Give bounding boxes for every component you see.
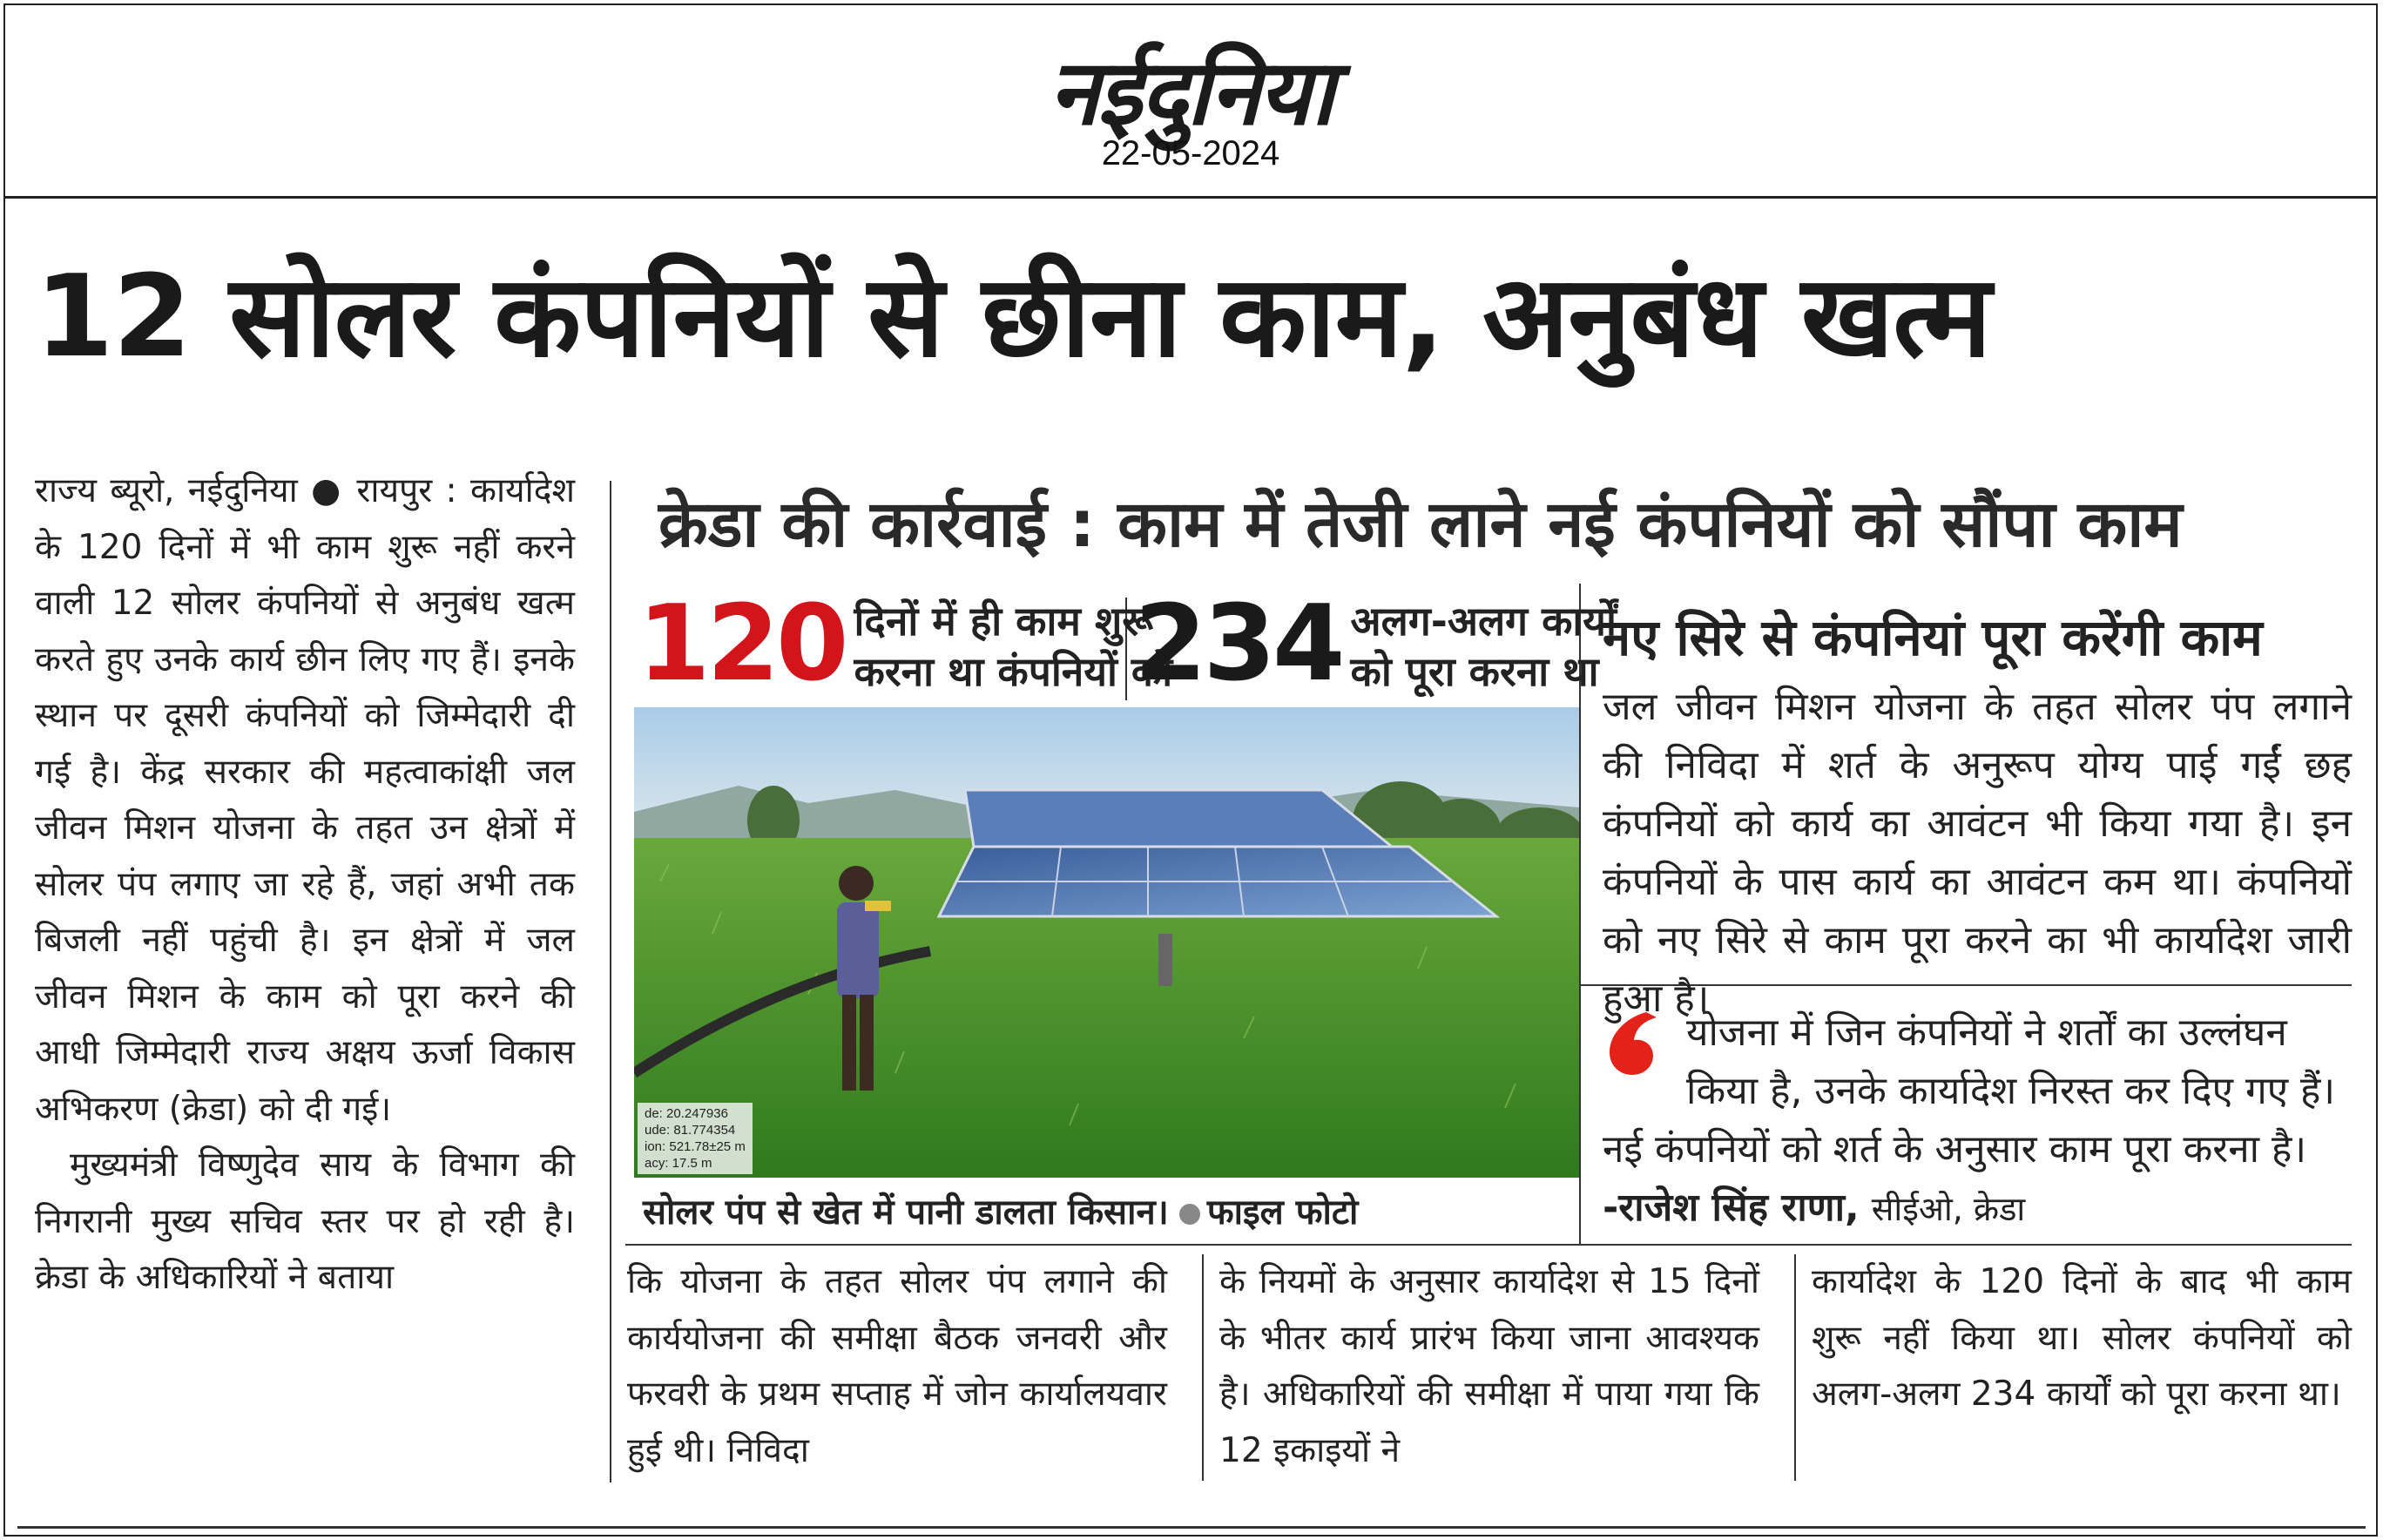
photo-illustration [634,707,1579,1178]
masthead [3,3,2378,199]
box-title: क्रेडा की कार्रवाई : काम में तेजी लाने नई कंपनियों को सौंपा काम [658,487,2183,562]
gps-stamp [638,1103,753,1174]
gps-line: ion: 521.78±25 m [645,1139,746,1154]
side-text: जल जीवन मिशन योजना के तहत सोलर पंप लगाने की निविदा में शर्त के अनुरूप योग्य पाई गईं छह कंपनियों को कार्य का आवंटन भी किया गया है। इन कंपनियों के पास कार्य का आवंटन कम था। कंपनियों को नए सिरे से काम पूरा करने का भी कार्यादेश जारी हुआ है। [1603,685,2352,1021]
main-headline: 12 सोलर कंपनियों से छीना काम, अनुबंध खत्म [35,250,1991,382]
photo-caption [643,1186,1358,1234]
quote-author-role: सीईओ, क्रेडा [1871,1190,2026,1228]
stat-number: 234 [1134,584,1342,705]
column-divider [1794,1254,1796,1481]
gps-line: acy: 17.5 m [645,1156,712,1171]
gps-line: de: 20.247936 [645,1106,728,1121]
stat-label-line: को पूरा करना था [1350,648,1599,695]
article-column-3: के नियमों के अनुसार कार्यादेश से 15 दिनों के भीतर कार्य प्रारंभ किया जाना आवश्यक है। अधिकारियों की समीक्षा में पाया गया कि 12 इकाइयों ने [1219,1262,1759,1470]
newspaper-logo: नईदुनिया [1049,39,1333,145]
officer-quote [1603,1003,2352,1239]
stat-label-line: अलग-अलग कार्यों [1350,598,1617,645]
gps-line: ude: 81.774354 [645,1123,736,1138]
page-bottom-rule [17,1526,2366,1529]
stat-234 [1134,584,1617,705]
article-paragraph-1: राज्य ब्यूरो, नईदुनिया ● रायपुर : कार्यादेश के 120 दिनों में भी काम शुरू नहीं करने वाली 12 सोलर कंपनियों से अनुबंध खत्म करते हुए उनके कार्य छीन लिए गए हैं। इनके स्थान पर दूसरी कंपनियों को जिम्मेदारी दी गई है। केंद्र सरकार की महत्वाकांक्षी जल जीवन मिशन योजना के तहत उन क्षेत्रों में सोलर पंप लगाए जा रहे हैं, जहां अभी तक बिजली नहीं पहुंची है। इन क्षेत्रों में जल जीवन मिशन के काम को पूरा करने की आधी जिम्मेदारी राज्य अक्षय ऊर्जा विकास अभिकरण (क्रेडा) को दी गई। [35,471,575,1129]
article-column-2: कि योजना के तहत सोलर पंप लगाने की कार्ययोजना की समीक्षा बैठक जनवरी और फरवरी के प्रथम सप्ताह में जोन कार्यालयवार हुई थी। निविदा [627,1262,1167,1470]
caption-text: सोलर पंप से खेत में पानी डालता किसान। [643,1192,1169,1233]
quote-mark-icon [1603,1009,1671,1078]
box-bottom-rule [625,1244,2352,1246]
photo-credit: फाइल फोटो [1206,1192,1359,1233]
stat-label-line: करना था कंपनियों को [854,648,1173,695]
stat-label [1351,596,1617,697]
quote-text: योजना में जिन कंपनियों ने शर्तों का उल्लंघन किया है, उनके कार्यादेश निरस्त कर दिए गए हैं। नई कंपनियों को शर्त के अनुसार काम पूरा करना है। [1603,1010,2336,1172]
bullet-icon [1179,1204,1200,1225]
solar-pump-photo [634,707,1579,1178]
article-paragraph-2: मुख्यमंत्री विष्णुदेव साय के विभाग की निगरानी मुख्य सचिव स्तर पर हो रही है। क्रेडा के अधिकारियों ने बताया [35,1145,575,1297]
column-divider [1202,1254,1204,1481]
stat-120 [638,584,1173,705]
quote-author: -राजेश सिंह राणा, [1603,1185,1860,1230]
side-subhead: नए सिरे से कंपनियां पूरा करेंगी काम [1603,608,2263,667]
article-column-4: कार्यादेश के 120 दिनों के बाद भी काम शुरू नहीं किया था। सोलर कंपनियों को अलग-अलग 234 कार्यों को पूरा करना था। [1812,1262,2352,1414]
stat-number: 120 [638,584,846,705]
publication-date: 22-05-2024 [1101,134,1280,172]
article-column-1 [35,463,575,1307]
stat-label-line: दिनों में ही काम शुरू [854,598,1153,645]
stat-label [854,596,1173,697]
column-divider [610,481,611,1483]
